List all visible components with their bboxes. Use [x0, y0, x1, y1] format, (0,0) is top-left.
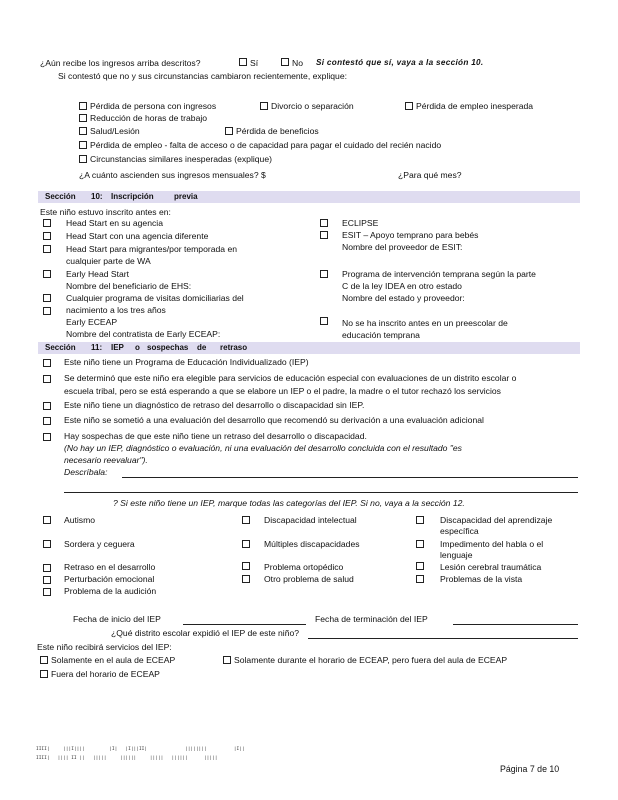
never-enrolled-label-2: educación temprana [342, 330, 420, 340]
health-label: Salud/Lesión [90, 126, 140, 136]
cat-multiple-label: Múltiples discapacidades [264, 539, 360, 549]
reduced-hours-checkbox[interactable] [79, 114, 87, 122]
section-11-title-2: o [135, 343, 140, 352]
iep-district-question: ¿Qué distrito escolar expidió el IEP de este niño? [111, 628, 300, 638]
month-question: ¿Para qué mes? [398, 170, 462, 180]
hs-migrant-label-2: cualquier parte de WA [66, 256, 151, 266]
home-visit-label-2: nacimiento a los tres años [66, 305, 166, 315]
monthly-income-question: ¿A cuánto ascienden sus ingresos mensuales? $ [79, 170, 266, 180]
job-loss-label: Pérdida de empleo inesperada [416, 101, 534, 111]
benefits-loss-label: Pérdida de beneficios [236, 126, 319, 136]
svc-outside-checkbox[interactable] [40, 670, 48, 678]
cat-deafblind-label: Sordera y ceguera [64, 539, 135, 549]
home-visit-checkbox[interactable] [43, 294, 51, 302]
ehs-name-label: Nombre del beneficiario de EHS: [66, 281, 192, 291]
cat-devdelay-checkbox[interactable] [43, 564, 51, 572]
cat-health-label: Otro problema de salud [264, 574, 354, 584]
similar-label: Circunstancias similares inesperadas (explique) [90, 154, 272, 164]
eclipse-checkbox[interactable] [320, 219, 328, 227]
svc-only-checkbox[interactable] [40, 656, 48, 664]
ehs-checkbox[interactable] [43, 270, 51, 278]
reduced-hours-label: Reducción de horas de trabajo [90, 113, 208, 123]
diagnosis-checkbox[interactable] [43, 402, 51, 410]
income-yes-label: Sí [250, 58, 259, 68]
early-eceap-name-label: Nombre del contratista de Early ECEAP: [66, 329, 221, 339]
svc-during-label: Solamente durante el horario de ECEAP, pero fuera del aula de ECEAP [234, 655, 508, 665]
cat-health-checkbox[interactable] [242, 575, 250, 583]
referred-checkbox[interactable] [43, 417, 51, 425]
form-code-line-2: IIII| |||| II || ||||| |||||| ||||| |||||| ||||| [36, 756, 218, 761]
cat-deafblind-checkbox[interactable] [43, 540, 51, 548]
cat-learning-label: Discapacidad del aprendizaje [440, 515, 553, 525]
home-visit-label: Cualquier programa de visitas domiciliarias del [66, 293, 244, 303]
esit-label: ESIT – Apoyo temprano para bebés [342, 230, 479, 240]
early-eceap-label: Early ECEAP [66, 317, 118, 327]
divorce-checkbox[interactable] [260, 102, 268, 110]
svc-during-checkbox[interactable] [223, 656, 231, 664]
hs-migrant-label: Head Start para migrantes/por temporada en [66, 244, 238, 254]
cat-vision-checkbox[interactable] [416, 575, 424, 583]
cat-learning-checkbox[interactable] [416, 516, 424, 524]
cat-ortho-label: Problema ortopédico [264, 562, 344, 572]
section-10-label: Sección [45, 192, 76, 201]
hs-migrant-checkbox[interactable] [43, 245, 51, 253]
suspect-label: Hay sospechas de que este niño tiene un retraso del desarrollo o discapacidad. [64, 431, 367, 441]
iep-district-field[interactable] [308, 638, 578, 639]
cat-tbi-checkbox[interactable] [416, 562, 424, 570]
never-enrolled-label: No se ha inscrito antes en un preescolar de [342, 318, 508, 328]
job-loss-care-checkbox[interactable] [79, 141, 87, 149]
cat-emotional-label: Perturbación emocional [64, 574, 155, 584]
benefits-loss-checkbox[interactable] [225, 127, 233, 135]
idea-checkbox[interactable] [320, 270, 328, 278]
cat-vision-label: Problemas de la vista [440, 574, 523, 584]
hs-agency-label: Head Start en su agencia [66, 218, 163, 228]
cat-hearing-checkbox[interactable] [43, 588, 51, 596]
section-10-title: Inscripción [111, 192, 154, 201]
iep-end-date-label: Fecha de terminación del IEP [315, 614, 428, 624]
svc-only-label: Solamente en el aula de ECEAP [51, 655, 176, 665]
eclipse-label: ECLIPSE [342, 218, 379, 228]
income-no-label: No [292, 58, 303, 68]
section-11-title-5: retraso [220, 343, 248, 352]
section-10-header [38, 191, 580, 203]
similar-checkbox[interactable] [79, 155, 87, 163]
ehs-label: Early Head Start [66, 269, 130, 279]
cat-emotional-checkbox[interactable] [43, 576, 51, 584]
describe-line-2[interactable] [64, 492, 578, 493]
cat-intellectual-label: Discapacidad intelectual [264, 515, 357, 525]
hs-other-checkbox[interactable] [43, 232, 51, 240]
section-10-title-2: previa [174, 192, 198, 201]
referred-label: Este niño se sometió a una evaluación del desarrollo que recomendó su derivación a una evaluación adicional [64, 415, 484, 425]
cat-speech-label: Impedimento del habla o el [440, 539, 544, 549]
iep-services-question: Este niño recibirá servicios del IEP: [37, 642, 172, 652]
lost-income-person-checkbox[interactable] [79, 102, 87, 110]
eligible-checkbox[interactable] [43, 375, 51, 383]
section-11-header [38, 342, 580, 354]
divorce-label: Divorcio o separación [271, 101, 354, 111]
suspect-checkbox[interactable] [43, 433, 51, 441]
idea-label-2: C de la ley IDEA en otro estado [342, 281, 462, 291]
svc-outside-label: Fuera del horario de ECEAP [51, 669, 160, 679]
iep-start-date-field[interactable] [183, 624, 306, 625]
cat-learning-label-2: específica [440, 526, 479, 536]
page-number: Página 7 de 10 [500, 764, 560, 774]
cat-autism-label: Autismo [64, 515, 96, 525]
hs-other-label: Head Start con una agencia diferente [66, 231, 209, 241]
income-question: ¿Aún recibe los ingresos arriba descritos? [40, 58, 201, 68]
cat-multiple-checkbox[interactable] [242, 540, 250, 548]
lost-income-person-label: Pérdida de persona con ingresos [90, 101, 217, 111]
describe-line-1[interactable] [122, 477, 578, 478]
eligible-label: Se determinó que este niño era elegible para servicios de educación especial con evaluaciones de un distrito escolar o [64, 373, 517, 383]
section-11-label: Sección [45, 343, 76, 352]
iep-start-date-label: Fecha de inicio del IEP [73, 614, 161, 624]
has-iep-label: Este niño tiene un Programa de Educación Individualizado (IEP) [64, 357, 309, 367]
suspect-note: (No hay un IEP, diagnóstico o evaluación, ni una evaluación del desarrollo concluida con el resultado "es [64, 443, 462, 453]
section-11-number: 11: [91, 343, 103, 352]
income-yes-checkbox[interactable] [239, 58, 247, 66]
esit-name-label: Nombre del proveedor de ESIT: [342, 242, 463, 252]
describe-label: Descríbala: [64, 467, 108, 477]
income-instruction: Si contestó que sí, vaya a la sección 10. [316, 58, 484, 67]
cat-speech-label-2: lenguaje [440, 550, 473, 560]
income-explain: Si contestó que no y sus circunstancias cambiaron recientemente, explique: [58, 71, 348, 81]
esit-checkbox[interactable] [320, 231, 328, 239]
section-10-number: 10: [91, 192, 103, 201]
income-no-checkbox[interactable] [281, 58, 289, 66]
cat-tbi-label: Lesión cerebral traumática [440, 562, 542, 572]
diagnosis-label: Este niño tiene un diagnóstico de retraso del desarrollo o discapacidad sin IEP. [64, 400, 365, 410]
early-eceap-checkbox[interactable] [43, 307, 51, 315]
section-11-title-3: sospechas [147, 343, 189, 352]
cat-ortho-checkbox[interactable] [242, 562, 250, 570]
never-enrolled-checkbox[interactable] [320, 317, 328, 325]
idea-name-label: Nombre del estado y proveedor: [342, 293, 465, 303]
health-checkbox[interactable] [79, 127, 87, 135]
iep-end-date-field[interactable] [453, 624, 578, 625]
section-11-title: IEP [111, 343, 124, 352]
has-iep-checkbox[interactable] [43, 359, 51, 367]
cat-autism-checkbox[interactable] [43, 516, 51, 524]
iep-instruction: ? Si este niño tiene un IEP, marque todas las categorías del IEP. Si no, vaya a la sección 12. [113, 498, 465, 508]
section-11-title-4: de [197, 343, 207, 352]
prior-enrollment-intro: Este niño estuvo inscrito antes en: [40, 207, 171, 217]
hs-agency-checkbox[interactable] [43, 219, 51, 227]
cat-devdelay-label: Retraso en el desarrollo [64, 562, 156, 572]
form-code-line-1: IIII| |||I|||| |I| |I|||II| |||||||| |I|| [36, 747, 245, 752]
cat-intellectual-checkbox[interactable] [242, 516, 250, 524]
suspect-note-2: necesario reevaluar"). [64, 455, 148, 465]
job-loss-checkbox[interactable] [405, 102, 413, 110]
job-loss-care-label: Pérdida de empleo - falta de acceso o de capacidad para pagar el cuidado del recién nacido [90, 140, 442, 150]
cat-speech-checkbox[interactable] [416, 540, 424, 548]
eligible-label-2: escuela tribal, pero se está esperando a que se elabore un IEP o el padre, la madre o el tutor rechazó los servicios [64, 386, 501, 396]
cat-hearing-label: Problema de la audición [64, 586, 157, 596]
idea-label: Programa de intervención temprana según la parte [342, 269, 536, 279]
